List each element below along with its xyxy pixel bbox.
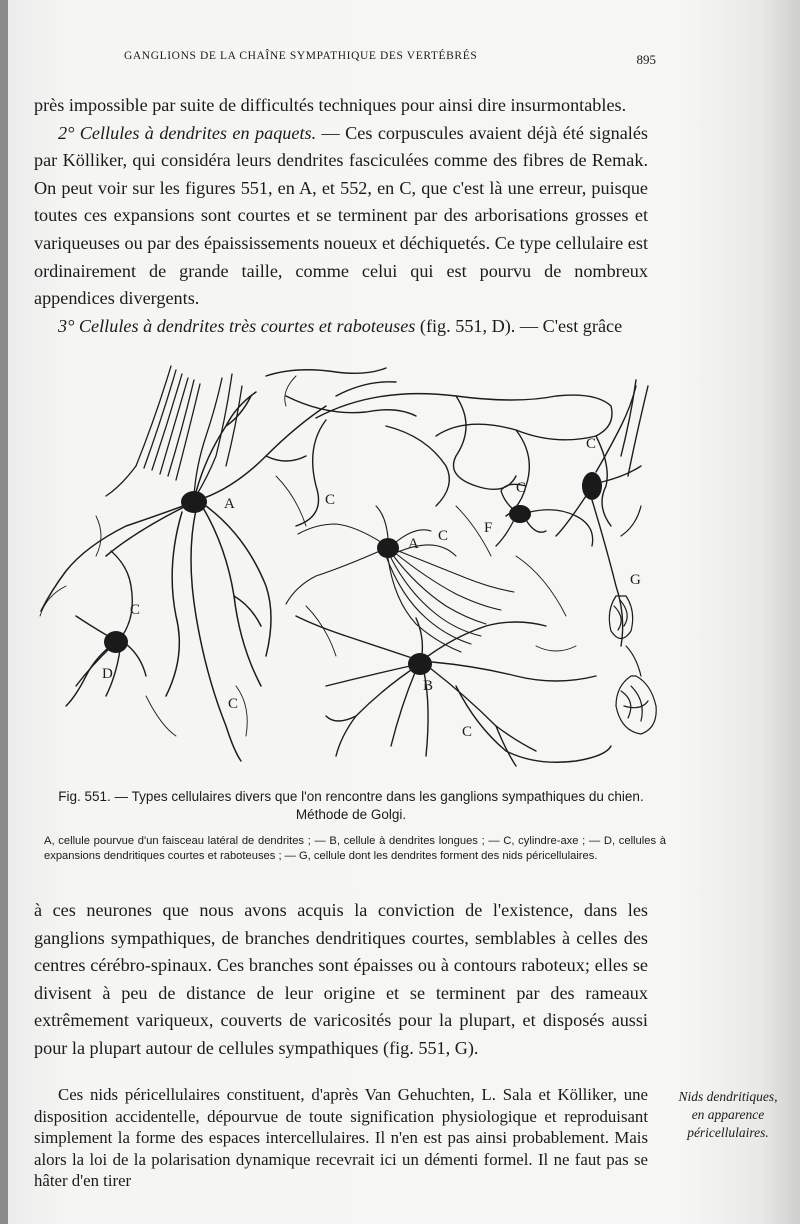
label-c: C — [516, 480, 527, 496]
running-title: GANGLIONS DE LA CHAÎNE SYMPATHIQUE DES VERTÉBRÉS — [124, 50, 478, 62]
figure-caption — [36, 788, 666, 864]
cell-g-nest — [609, 506, 656, 734]
cell-f — [496, 484, 593, 546]
bottom-text-block — [34, 1084, 648, 1192]
paragraph-nids-pericellulaires: Ces nids péricellulaires constituent, d'après Van Gehuchten, L. Sala et Kölliker, une disposition accidentelle, dépourvue de toute signification physiologique et reproduisant simplement la forme des espaces intercellulaires. Il n'en est pas ainsi probablement. Mais alors la loi de la polarisation dynamique recevrait ici un démenti formel. Il ne faut pas se hâter d'en tirer — [34, 1085, 648, 1191]
label-g: G — [630, 572, 641, 588]
paragraph-heading: 3° Cellules à dendrites très courtes et raboteuses — [58, 315, 416, 336]
cell-d — [66, 551, 146, 706]
middle-text-block — [34, 897, 648, 1063]
label-c: C — [130, 602, 141, 618]
cell-b — [296, 616, 611, 766]
neuron-drawing — [36, 356, 666, 776]
margin-note: Nids dendritiques, en apparence péricellulaires. — [678, 1089, 778, 1140]
label-a-left: A — [224, 496, 235, 512]
running-header — [116, 50, 656, 70]
fine-branches — [40, 376, 576, 736]
fiber-bundle — [106, 366, 242, 496]
top-text-block — [34, 92, 648, 340]
page-number: 895 — [636, 52, 656, 67]
paragraph-heading: 2° Cellules à dendrites en paquets. — [58, 122, 317, 143]
paragraph-continuation: à ces neurones que nous avons acquis la conviction de l'existence, dans les ganglions sympathiques, de branches dendritiques courtes, semblables à celles des centres cérébro-spinaux. Ces branches sont épaisses ou à contours raboteux; elles se divisent à peu de distance de leur origine et se terminent par des rameaux extrêmement variqueux, couverts de varicosités pour la plupart, et disposés aussi pour la plupart autour de cellules sympathiques (fig. 551, G). — [34, 900, 648, 1058]
cell-a-left — [41, 392, 326, 761]
paragraph-continuation: près impossible par suite de difficultés techniques pour ainsi dire insurmontables. — [34, 95, 627, 115]
figure-551-illustration — [36, 356, 666, 776]
cell-a-center — [286, 506, 514, 652]
label-c: C — [586, 436, 597, 452]
paragraph-body: — Ces corpuscules avaient déjà été signalés par Kölliker, qui considéra leurs dendrites fasciculées comme des fibres de Remak. On peut voir sur les figures 551, en A, et 552, en C, que c'est là une erreur, puisque toutes ces expansions sont courtes et se terminent par des arborisations grosses et variqueuses ou par des épaississements noueux et déchiquetés. Ce type cellulaire est ordinairement de grande taille, comme celui qui est pourvu de nombreux appendices divergents. — [34, 122, 648, 309]
paragraph-dendrites-courtes — [34, 313, 648, 341]
book-page — [8, 0, 800, 1224]
label-c: C — [438, 528, 449, 544]
caption-main: Fig. 551. — Types cellulaires divers que l'on rencontre dans les ganglions sympathiques du chien. Méthode de Golgi. — [58, 789, 644, 822]
label-c: C — [228, 696, 239, 712]
label-d: D — [102, 666, 113, 682]
caption-legend: A, cellule pourvue d'un faisceau latéral de dendrites ; — B, cellule à dendrites longues ; — C, cylindre-axe ; — D, cellules à expansions dendritiques courtes et raboteuses ; — G, cellule dont les dendrites forment des nids péricellulaires. — [44, 835, 666, 862]
paragraph-dendrites-en-paquets — [34, 120, 648, 313]
paragraph-body: (fig. 551, D). — C'est grâce — [415, 315, 623, 336]
label-c: C — [325, 492, 336, 508]
label-f: F — [484, 520, 493, 536]
label-c: C — [462, 724, 473, 740]
label-a-center: A — [408, 536, 419, 552]
label-b: B — [423, 678, 434, 694]
